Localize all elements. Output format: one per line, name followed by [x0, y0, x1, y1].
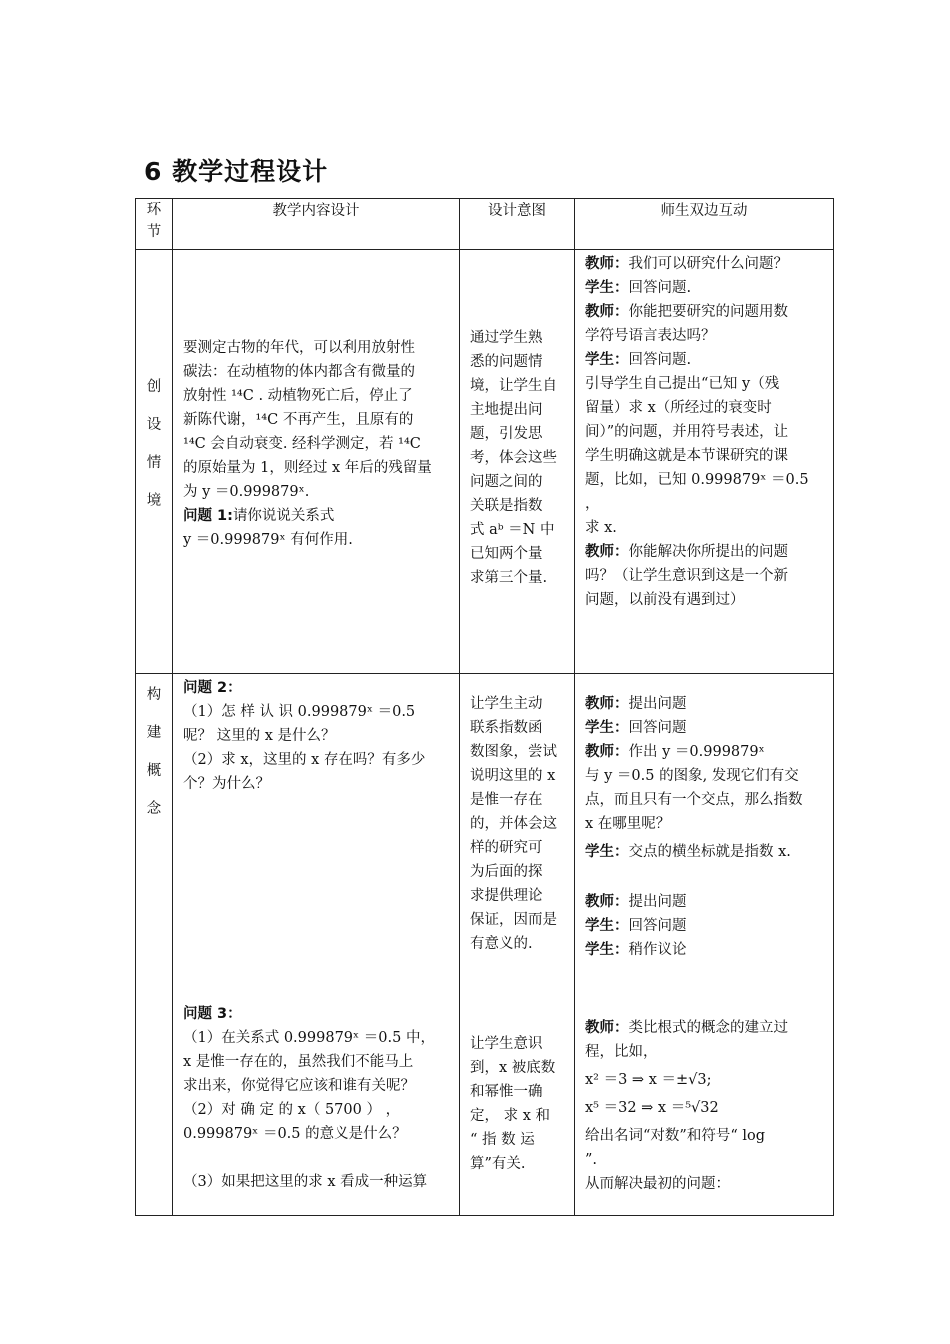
header-intent: 设计意图: [460, 199, 575, 250]
intent-cell: 让学生主动 联系指数函 数图象，尝试 说明这里的 x 是惟一存在 的，并体会这 样的研究可 为后面的探 求提供理论 保证，因而是 有意义的. 让学生意识 到，x 被底数 和幂惟一确 定， 求 x 和 “ 指 数 运 算”有关.: [460, 674, 575, 1216]
content-cell: 要测定古物的年代，可以利用放射性 碳法：在动植物的体内都含有微量的 放射性 ¹⁴C . 动植物死亡后，停止了 新陈代谢，¹⁴C 不再产生，且原有的 ¹⁴C 会自动衰变. 经科学测定，若 ¹⁴C 的原始量为 1，则经过 x 年后的残留量 为 y ＝0.999879ˣ. 问题 1:请你说说关系式 y ＝0.999879ˣ 有何作用.: [173, 250, 460, 674]
question-2-label: 问题 2：: [183, 680, 242, 696]
header-interaction: 师生双边互动: [575, 199, 834, 250]
question-3-label: 问题 3：: [183, 1006, 242, 1022]
lesson-design-table: [135, 198, 834, 1216]
section-name-cell: 构 建 概 念: [136, 674, 173, 1216]
interaction-cell: 教师：我们可以研究什么问题？ 学生：回答问题. 教师：你能把要研究的问题用数 学符号语言表达吗？ 学生：回答问题. 引导学生自己提出“已知 y（残 留量）求 x（所经过的衰变时 间）”的问题，并用符号表述，让 学生明确这就是本节课研究的课 题，比如，已知 0.999879ˣ ＝0.5 ， 求 x. 教师：你能解决你所提出的问题 吗？（让学生意识到这是一个新 问题，以前没有遇到过）: [575, 250, 834, 674]
question-1-label: 问题 1:: [183, 508, 233, 524]
table-row: [136, 250, 834, 674]
header-content: 教学内容设计: [173, 199, 460, 250]
intent-cell: 通过学生熟 悉的问题情 境，让学生自 主地提出问 题，引发思 考，体会这些 问题之间的 关联是指数 式 aᵇ ＝N 中 已知两个量 求第三个量.: [460, 250, 575, 674]
page-title: 6 教学过程设计: [144, 157, 329, 186]
header-stage: 环 节: [136, 199, 173, 250]
section-name-cell: 创 设 情 境: [136, 250, 173, 674]
table-header-row: [136, 199, 834, 250]
table-row: [136, 674, 834, 1216]
content-cell: 问题 2： （1）怎 样 认 识 0.999879ˣ ＝0.5 呢？ 这里的 x 是什么？ （2）求 x，这里的 x 存在吗？有多少 个？为什么？ 问题 3： （1）在关系式 0.999879ˣ ＝0.5 中， x 是惟一存在的，虽然我们不能马上 求出来，你觉得它应该和谁有关呢？ （2）对 确 定 的 x（ 5700 ） ， 0.999879ˣ ＝0.5 的意义是什么？ （3）如果把这里的求 x 看成一种运算: [173, 674, 460, 1216]
interaction-cell: 教师：提出问题 学生：回答问题 教师：作出 y ＝0.999879ˣ 与 y ＝0.5 的图象, 发现它们有交 点，而且只有一个交点，那么指数 x 在哪里呢？ 学生：交点的横坐标就是指数 x. 教师：提出问题 学生：回答问题 学生：稍作议论 教师：类比根式的概念的建立过 程，比如， x² ＝3 ⇒ x ＝±√3; x⁵ ＝32 ⇒ x ＝⁵√32 给出名词“对数”和符号“ log ”. 从而解决最初的问题：: [575, 674, 834, 1216]
